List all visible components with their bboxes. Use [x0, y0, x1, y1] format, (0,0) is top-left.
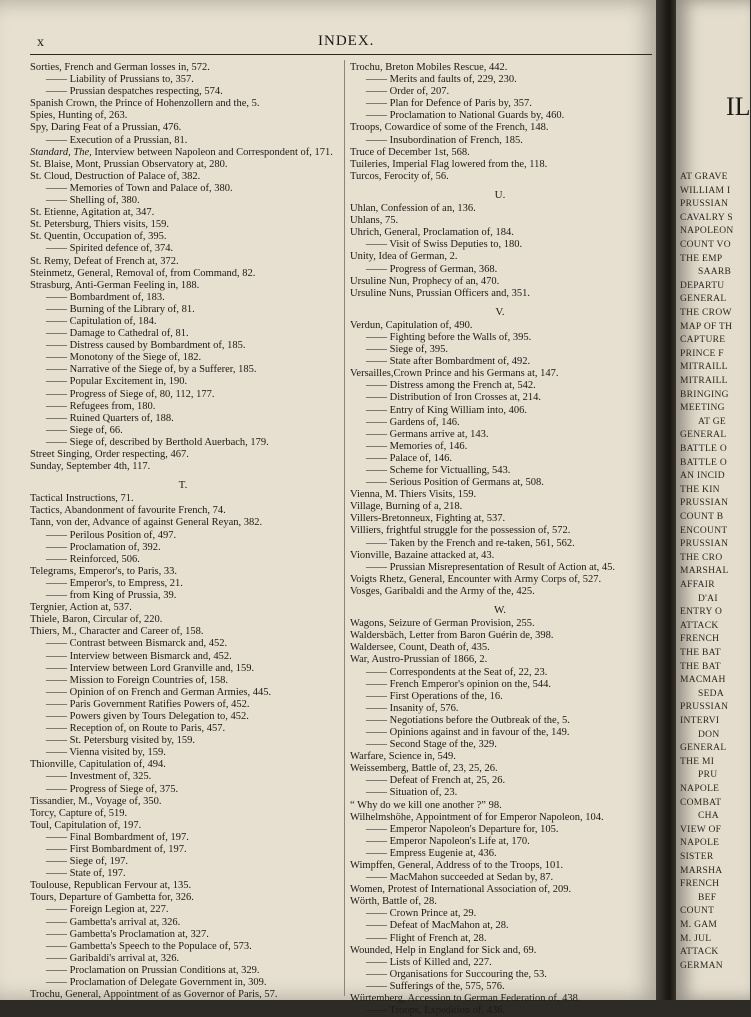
index-entry: Sunday, September 4th, 117.: [30, 461, 151, 473]
index-entry: Wörth, Battle of, 28.: [350, 896, 437, 908]
index-subentry: —— Defeat of French at, 25, 26.: [366, 775, 506, 787]
index-entry: Villiers, frightful struggle for the possession of, 572.: [350, 525, 571, 537]
index-subentry: —— Ruined Quarters of, 188.: [46, 412, 174, 424]
index-entry: Troops, Cowardice of some of the French, 148.: [350, 122, 549, 134]
index-entry: Würtemberg, Accession to German Federation of, 438.: [350, 993, 581, 1005]
facing-page: [676, 0, 750, 1000]
facing-page-fragment: NAPOLEON: [680, 226, 734, 237]
section-letter: W.: [493, 604, 507, 617]
index-subentry: —— Germans arrive at, 143.: [366, 428, 489, 440]
facing-page-fragment: MAP OF TH: [680, 321, 733, 332]
index-subentry: —— Investment of, 325.: [46, 771, 152, 783]
page-title: INDEX.: [318, 33, 375, 49]
index-subentry: —— Emperor Napoleon's Life at, 170.: [366, 835, 530, 847]
facing-page-fragment: SISTER: [680, 852, 714, 862]
index-subentry: —— Capitulation of, 184.: [46, 315, 157, 327]
index-entry: Uhlan, Confession of an, 136.: [350, 203, 476, 215]
section-letter: U.: [494, 188, 506, 201]
section-letter: V.: [495, 305, 505, 318]
index-entry: Thiele, Baron, Circular of, 220.: [30, 614, 163, 626]
facing-page-fragment: COUNT: [680, 906, 715, 917]
index-entry: Voigts Rhetz, General, Encounter with Army Corps of, 527.: [350, 573, 602, 585]
index-entry: Toulouse, Republican Fervour at, 135.: [30, 880, 192, 892]
facing-page-fragment: AT GE: [698, 416, 726, 427]
index-entry: Sorties, French and German losses in, 572.: [30, 62, 210, 73]
facing-page-fragment: ENCOUNT: [680, 525, 728, 536]
index-subentry: —— Damage to Cathedral of, 81.: [46, 328, 189, 340]
facing-page-fragment: SAARB: [698, 267, 732, 278]
index-entry: Strasburg, Anti-German Feeling in, 188.: [30, 279, 200, 291]
index-entry: Wimpffen, General, Address of to the Troops, 101.: [350, 860, 564, 871]
index-subentry: —— French Emperor's opinion on the, 544.: [366, 678, 552, 690]
index-subentry: —— from King of Prussia, 39.: [46, 590, 177, 602]
index-subentry: —— Plan for Defence of Paris by, 357.: [366, 98, 532, 110]
index-subentry: —— Distribution of Iron Crosses at, 214.: [366, 392, 541, 404]
index-subentry: —— Distress among the French at, 542.: [366, 380, 536, 392]
index-subentry: —— Siege of, 395.: [366, 344, 448, 356]
index-entry: St. Blaise, Mont, Prussian Observatory at, 280.: [30, 158, 228, 170]
facing-page-fragment: PRUSSIAN: [680, 199, 729, 210]
index-entry: Uhlans, 75.: [350, 215, 399, 227]
index-subentry: —— Narrative of the Siege of, by a Sufferer, 185.: [46, 364, 257, 376]
index-subentry: —— Siege of, 197.: [46, 856, 128, 868]
index-subentry: —— Progress of Siege of, 375.: [46, 783, 179, 795]
section-letter: T.: [178, 479, 188, 492]
index-entry: Tergnier, Action at, 537.: [30, 602, 132, 614]
index-entry: Weissemberg, Battle of, 23, 25, 26.: [350, 763, 498, 775]
index-entry: Wounded, Help in England for Sick and, 69.: [350, 944, 537, 956]
index-entry: Villers-Bretonneux, Fighting at, 537.: [350, 513, 506, 525]
index-subentry: —— Palace of, 146.: [366, 452, 453, 464]
index-subentry: —— First Bombardment of, 197.: [46, 844, 187, 855]
index-entry: Wagons, Seizure of German Provision, 255.: [350, 618, 535, 630]
index-entry: St. Quentin, Occupation of, 395.: [30, 231, 167, 243]
index-subentry: —— Paris Government Ratifies Powers of, 452.: [46, 698, 250, 710]
index-subentry: —— Second Stage of the, 329.: [366, 739, 497, 751]
index-subentry: —— Garibaldi's arrival at, 326.: [46, 952, 180, 964]
index-subentry: —— Contrast between Bismarck and, 452.: [46, 638, 228, 650]
index-subentry: —— Refugees from, 180.: [46, 400, 156, 412]
index-subentry: —— Visit of Swiss Deputies to, 180.: [366, 239, 523, 251]
index-entry: Turcos, Ferocity of, 56.: [350, 170, 449, 182]
index-subentry: —— Proclamation of, 392.: [46, 541, 161, 553]
facing-page-fragment: BEF: [698, 892, 717, 903]
index-subentry: —— Interview between Bismarck and, 452.: [46, 650, 232, 662]
facing-page-fragment: MARSHA: [680, 865, 723, 876]
index-subentry: —— Correspondents at the Seat of, 22, 23.: [366, 666, 548, 678]
facing-page-fragment: MITRAILL: [680, 362, 728, 373]
facing-page-fragment: MACMAH: [680, 675, 726, 686]
index-entry: Steinmetz, General, Removal of, from Command, 82.: [30, 267, 256, 279]
facing-page-fragment: NAPOLE: [680, 784, 720, 794]
facing-page-fragment: INTERVI: [680, 716, 720, 726]
index-subentry: —— Serious Position of Germans at, 508.: [366, 477, 544, 489]
column-divider: [344, 60, 345, 996]
header-rule: [30, 54, 652, 55]
facing-page-fragment: D'AI: [698, 593, 718, 604]
facing-page-fragment: CAVALRY S: [680, 212, 733, 223]
facing-page-fragment: THE CROW: [680, 308, 732, 318]
facing-page-fragment: GENERAL: [680, 743, 727, 754]
index-entry: Versailles,Crown Prince and his Germans at, 147.: [350, 368, 559, 380]
index-subentry: —— State of, 197.: [46, 868, 126, 880]
facing-page-fragment: ENTRY O: [680, 607, 723, 618]
index-subentry: —— MacMahon succeeded at Sedan by, 87.: [366, 872, 554, 884]
index-subentry: —— Flight of French at, 28.: [366, 932, 487, 944]
index-entry: Ursuline Nun, Prophecy of an, 470.: [350, 275, 500, 287]
facing-page-fragment: BRINGING: [680, 389, 729, 400]
index-subentry: —— St. Petersburg visited by, 159.: [46, 735, 196, 747]
index-entry: Unity, Idea of German, 2.: [350, 251, 458, 263]
facing-page-fragment: BATTLE O: [680, 444, 727, 454]
index-column-left: [30, 62, 336, 1001]
index-subentry: —— Perilous Position of, 497.: [46, 529, 177, 541]
index-entry: St. Remy, Defeat of French at, 372.: [30, 255, 179, 267]
index-entry: Spies, Hunting of, 263.: [30, 110, 128, 122]
index-subentry: —— Merits and faults of, 229, 230.: [366, 74, 517, 86]
facing-page-fragment: M. JUL: [680, 933, 712, 944]
facing-page-fragment: THE MI: [680, 756, 715, 767]
entry-text: Interview between Napoleon and Correspondent of, 171.: [91, 146, 333, 158]
index-subentry: —— Defeat of MacMahon at, 28.: [366, 920, 509, 932]
facing-page-fragment: PRUSSIAN: [680, 702, 729, 713]
index-entry: “ Why do we kill one another ?” 98.: [350, 799, 502, 811]
facing-page-fragment: COUNT B: [680, 512, 724, 522]
index-entry: Tann, von der, Advance of against General Reyan, 382.: [30, 517, 263, 529]
facing-page-fragment: GENERAL: [680, 430, 727, 441]
index-entry: Verdun, Capitulation of, 490.: [350, 319, 473, 331]
facing-page-fragment: THE CRO: [680, 552, 723, 563]
index-subentry: —— Proclamation on Prussian Conditions at, 329.: [46, 964, 260, 976]
index-entry: St. Petersburg, Thiers visits, 159.: [30, 219, 170, 231]
index-subentry: —— Distress caused by Bombardment of, 185.: [46, 340, 246, 352]
facing-page-fragment: COUNT VO: [680, 240, 731, 250]
index-subentry: —— Troops, Expedition of, 436.: [366, 1005, 506, 1017]
index-subentry: —— Memories of Town and Palace of, 380.: [46, 182, 233, 194]
index-subentry: —— Final Bombardment of, 197.: [46, 831, 189, 843]
index-subentry: —— Gardens of, 146.: [366, 416, 460, 428]
facing-page-fragment: PRU: [698, 770, 718, 781]
index-subentry: —— Emperor's, to Empress, 21.: [46, 577, 183, 589]
index-entry: [30, 147, 336, 159]
facing-page-heading: IL: [726, 92, 751, 121]
index-subentry: —— State after Bombardment of, 492.: [366, 356, 531, 368]
index-entry: Telegrams, Emperor's, to Paris, 33.: [30, 565, 177, 577]
index-entry: Spanish Crown, the Prince of Hohenzollern and the, 5.: [30, 98, 260, 110]
index-subentry: —— Memories of, 146.: [366, 440, 468, 452]
index-entry: Village, Burning of a, 218.: [350, 501, 463, 513]
facing-page-fragment: AT GRAVE: [680, 172, 728, 182]
index-subentry: —— Opinion of on French and German Armies, 445.: [46, 686, 272, 698]
index-entry: Tactics, Abandonment of favourite French, 74.: [30, 505, 226, 517]
index-subentry: —— Opinions against and in favour of the, 149.: [366, 726, 570, 738]
facing-page-fragment: DON: [698, 729, 720, 740]
index-subentry: —— Liability of Prussians to, 357.: [46, 74, 194, 86]
index-entry: Waldersee, Count, Death of, 435.: [350, 642, 490, 654]
index-entry: Tactical Instructions, 71.: [30, 493, 134, 505]
facing-page-fragment: PRUSSIAN: [680, 498, 729, 509]
facing-page-fragment: FRENCH: [680, 879, 720, 890]
index-subentry: —— Empress Eugenie at, 436.: [366, 847, 497, 859]
index-subentry: —— Insanity of, 576.: [366, 702, 459, 714]
index-entry: Truce of December 1st, 568.: [350, 146, 470, 158]
index-subentry: —— Foreign Legion at, 227.: [46, 904, 169, 916]
facing-page-fragment: ATTACK: [680, 620, 719, 631]
index-entry: Tissandier, M., Voyage of, 350.: [30, 795, 162, 807]
index-subentry: —— Gambetta's Proclamation at, 327.: [46, 928, 209, 940]
facing-page-fragment: BATTLE O: [680, 457, 727, 468]
facing-page-fragment: NAPOLE: [680, 838, 720, 849]
index-subentry: —— Negotiations before the Outbreak of the, 5.: [366, 714, 570, 726]
index-entry: Ursuline Nuns, Prussian Officers and, 351.: [350, 287, 531, 299]
index-subentry: —— Order of, 207.: [366, 86, 450, 98]
facing-page-fragment: CAPTURE: [680, 335, 726, 346]
facing-page-fragment: PRUSSIAN: [680, 539, 729, 550]
index-subentry: —— Monotony of the Siege of, 182.: [46, 352, 202, 364]
index-subentry: —— Gambetta's Speech to the Populace of, 573.: [46, 940, 252, 952]
index-subentry: —— Lists of Killed and, 227.: [366, 956, 492, 968]
index-subentry: —— First Operations of the, 16.: [366, 690, 503, 702]
index-entry: Toul, Capitulation of, 197.: [30, 819, 142, 831]
index-subentry: —— Progress of German, 368.: [366, 263, 498, 275]
index-entry: Trochu, General, Appointment of as Governor of Paris, 57.: [30, 989, 278, 1001]
index-subentry: —— Entry of King William into, 406.: [366, 404, 527, 416]
facing-page-fragment: DEPARTU: [680, 280, 725, 291]
facing-page-fragment: COMBAT: [680, 797, 722, 808]
index-subentry: —— Spirited defence of, 374.: [46, 243, 174, 255]
index-subentry: —— Scheme for Victualling, 543.: [366, 465, 511, 476]
facing-page-fragment: MEETING: [680, 403, 725, 414]
facing-page-fragment: SEDA: [698, 688, 725, 699]
index-subentry: —— Organisations for Succouring the, 53.: [366, 968, 547, 980]
facing-page-fragment: GENERAL: [680, 294, 727, 305]
facing-page-fragment: THE KIN: [680, 484, 720, 495]
page-number: x: [37, 35, 44, 50]
index-subentry: —— Powers given by Tours Delegation to, 452.: [46, 710, 249, 722]
index-subentry: —— Progress of Siege of, 80, 112, 177.: [46, 388, 215, 400]
index-subentry: —— Crown Prince at, 29.: [366, 908, 477, 920]
facing-page-fragment: MITRAILL: [680, 376, 728, 386]
index-entry: Waldersbäch, Letter from Baron Guérin de, 398.: [350, 630, 554, 642]
index-subentry: —— Siege of, 66.: [46, 424, 123, 436]
index-subentry: —— Emperor Napoleon's Departure for, 105.: [366, 823, 559, 835]
index-entry: Wilhelmshöhe, Appointment of for Emperor Napoleon, 104.: [350, 811, 604, 823]
index-subentry: —— Burning of the Library of, 81.: [46, 303, 195, 315]
facing-page-fragment: VIEW OF: [680, 824, 722, 835]
index-subentry: —— Mission to Foreign Countries of, 158.: [46, 674, 229, 686]
index-entry: Vienna, M. Thiers Visits, 159.: [350, 489, 477, 501]
index-entry: St. Cloud, Destruction of Palace of, 382.: [30, 170, 201, 182]
index-subentry: —— Taken by the French and re-taken, 561, 562.: [366, 537, 575, 549]
index-entry: Tuileries, Imperial Flag lowered from the, 118.: [350, 158, 548, 170]
facing-page-fragment: AN INCID: [680, 471, 725, 482]
index-subentry: —— Siege of, described by Berthold Auerbach, 179.: [46, 436, 269, 448]
facing-page-fragment: THE BAT: [680, 648, 721, 658]
index-entry: St. Etienne, Agitation at, 347.: [30, 207, 155, 219]
index-entry: Vosges, Garibaldi and the Army of the, 425.: [350, 585, 535, 597]
index-subentry: —— Vienna visited by, 159.: [46, 747, 166, 759]
index-entry: Women, Protest of International Association of, 209.: [350, 884, 572, 896]
index-subentry: —— Insubordination of French, 185.: [366, 134, 523, 146]
index-entry: Torcy, Capture of, 519.: [30, 807, 128, 819]
facing-page-fragment: FRENCH: [680, 634, 720, 645]
facing-page-fragment: PRINCE F: [680, 348, 724, 359]
index-subentry: —— Fighting before the Walls of, 395.: [366, 331, 532, 343]
index-subentry: —— Situation of, 23.: [366, 787, 458, 799]
index-subentry: —— Reception of, on Route to Paris, 457.: [46, 723, 226, 735]
index-subentry: —— Proclamation to National Guards by, 460.: [366, 110, 565, 122]
facing-page-fragment: WILLIAM I: [680, 185, 731, 196]
index-entry: Warfare, Science in, 549.: [350, 751, 456, 763]
index-entry: Thionville, Capitulation of, 494.: [30, 759, 166, 771]
index-subentry: —— Execution of a Prussian, 81.: [46, 134, 188, 146]
facing-page-fragment: THE EMP: [680, 253, 723, 264]
facing-page-fragment: ATTACK: [680, 947, 719, 958]
index-column-middle: [350, 62, 650, 1017]
index-entry: Tours, Departure of Gambetta for, 326.: [30, 892, 194, 904]
index-subentry: —— Prussian despatches respecting, 574.: [46, 86, 223, 98]
facing-page-fragment: MARSHAL: [680, 566, 729, 577]
index-entry: Trochu, Breton Mobiles Rescue, 442.: [350, 62, 508, 73]
index-entry: Street Singing, Order respecting, 467.: [30, 449, 189, 460]
index-subentry: —— Prussian Misrepresentation of Result of Action at, 45.: [366, 561, 616, 573]
index-entry: Vionville, Bazaine attacked at, 43.: [350, 549, 495, 561]
index-subentry: —— Proclamation of Delegate Government in, 309.: [46, 977, 267, 989]
index-subentry: —— Popular Excitement in, 190.: [46, 376, 188, 388]
index-subentry: —— Shelling of, 380.: [46, 195, 140, 207]
index-subentry: —— Gambetta's arrival at, 326.: [46, 916, 181, 928]
index-subentry: —— Reinforced, 506.: [46, 553, 140, 565]
index-subentry: —— Sufferings of the, 575, 576.: [366, 980, 505, 992]
facing-page-fragment: THE BAT: [680, 661, 721, 672]
index-entry: War, Austro-Prussian of 1866, 2.: [350, 654, 488, 666]
index-entry: Uhrich, General, Proclamation of, 184.: [350, 227, 514, 239]
index-entry: Spy, Daring Feat of a Prussian, 476.: [30, 122, 182, 134]
facing-page-fragment: CHA: [698, 811, 719, 822]
facing-page-fragment: GERMAN: [680, 960, 723, 971]
index-subentry: —— Bombardment of, 183.: [46, 291, 165, 303]
facing-page-fragment: M. GAM: [680, 920, 718, 930]
facing-page-fragment: AFFAIR: [680, 580, 715, 590]
index-subentry: —— Interview between Lord Granville and, 159.: [46, 662, 255, 674]
index-entry: Thiers, M., Character and Career of, 158.: [30, 626, 204, 638]
entry-title-italic: Standard, The,: [30, 146, 92, 158]
